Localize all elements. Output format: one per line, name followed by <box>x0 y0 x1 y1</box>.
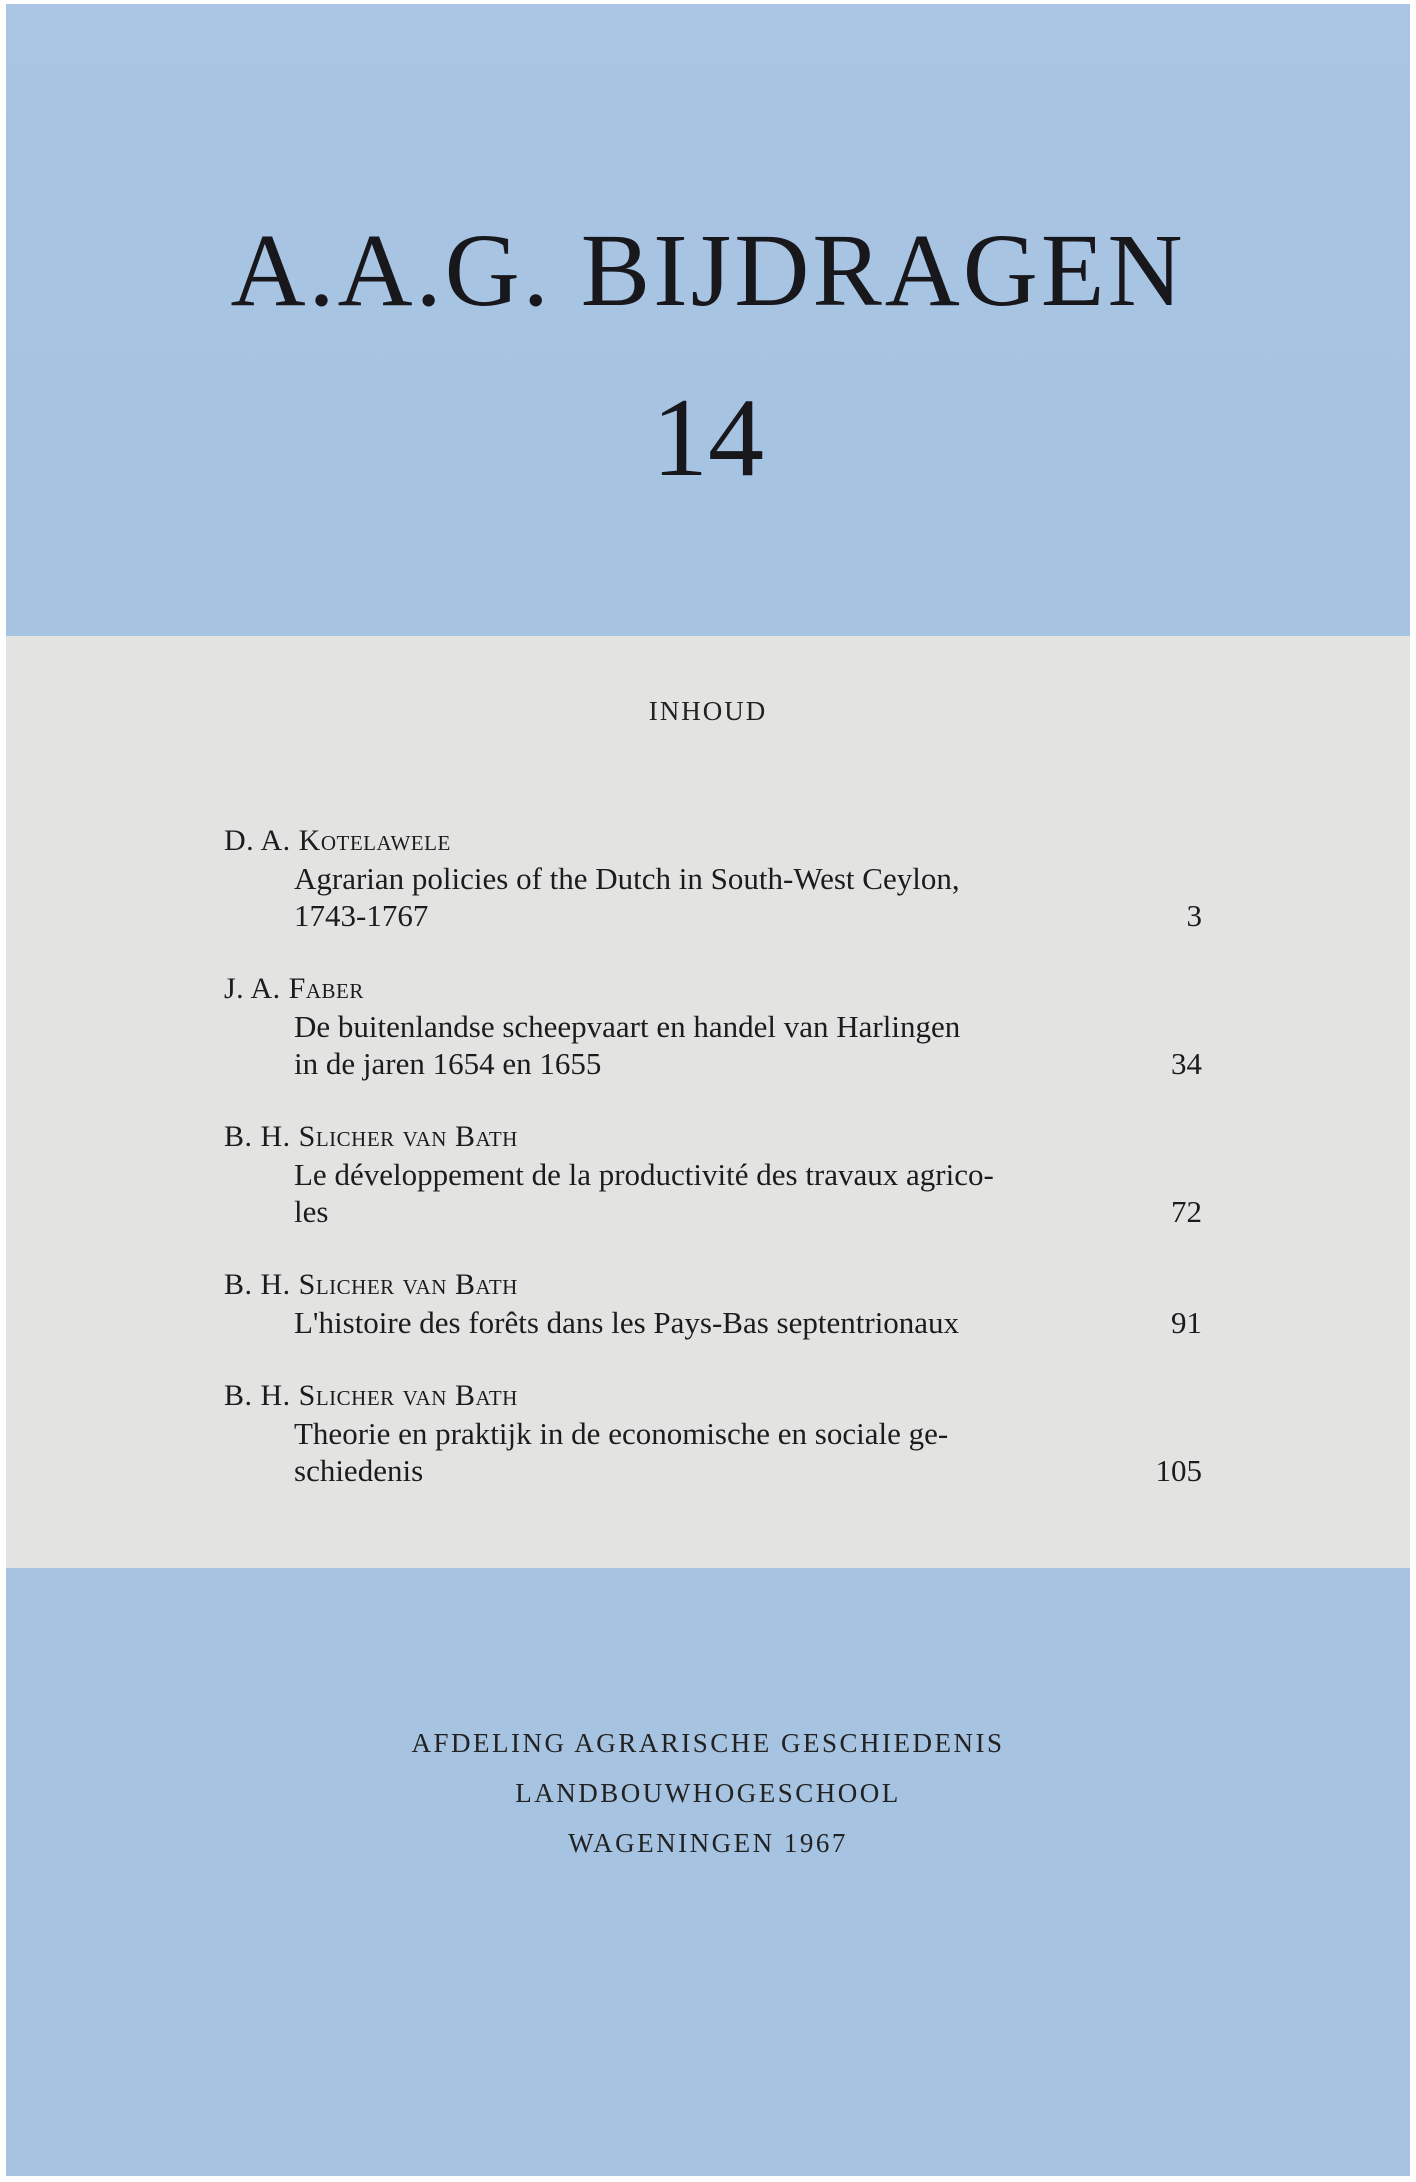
publisher-place-year: WAGENINGEN 1967 <box>568 1828 848 1858</box>
entry-title <box>224 860 1202 934</box>
top-blue-band <box>6 4 1410 634</box>
toc-entry <box>224 1266 1202 1341</box>
entry-page-number: 34 <box>1171 1046 1202 1081</box>
volume-number: 14 <box>652 376 764 500</box>
entry-title-line: in de jaren 1654 en 1655 <box>294 1046 602 1081</box>
toc-entry <box>224 822 1202 934</box>
cover-title: A.A.G. BIJDRAGEN <box>230 213 1186 328</box>
publisher-institution: LANDBOUWHOGESCHOOL <box>515 1778 901 1808</box>
entry-title-line: les <box>294 1194 329 1229</box>
toc-entry <box>224 1377 1202 1489</box>
bottom-blue-band <box>6 1568 1410 2176</box>
entry-title-line: Agrarian policies of the Dutch in South-West Ceylon, <box>294 861 960 896</box>
publisher-block <box>6 1718 1410 1868</box>
entry-author: J. A. Faber <box>224 972 364 1005</box>
entry-title <box>224 1008 1202 1082</box>
entry-page-number: 105 <box>1155 1453 1202 1488</box>
entry-title <box>224 1415 1202 1489</box>
entry-title-line: schiedenis <box>294 1453 424 1488</box>
contents-heading: INHOUD <box>648 696 768 726</box>
entry-page-number: 3 <box>1186 898 1202 933</box>
toc-entry <box>224 970 1202 1082</box>
table-of-contents <box>224 822 1202 1525</box>
publisher-department: AFDELING AGRARISCHE GESCHIEDENIS <box>411 1728 1005 1758</box>
entry-author: B. H. Slicher van Bath <box>224 1268 518 1301</box>
entry-title-line: Le développement de la productivité des travaux agrico- <box>294 1157 994 1192</box>
book-cover <box>6 4 1410 2176</box>
entry-title <box>224 1156 1202 1230</box>
entry-author: D. A. Kotelawele <box>224 824 451 857</box>
entry-title-line: De buitenlandse scheepvaart en handel van Harlingen <box>294 1009 961 1044</box>
toc-entry <box>224 1118 1202 1230</box>
contents-band <box>6 636 1410 1568</box>
entry-author: B. H. Slicher van Bath <box>224 1379 518 1412</box>
entry-page-number: 91 <box>1171 1305 1202 1340</box>
entry-title <box>224 1304 1202 1341</box>
entry-author: B. H. Slicher van Bath <box>224 1120 518 1153</box>
entry-title-line: Theorie en praktijk in de economische en sociale ge- <box>294 1416 949 1451</box>
entry-page-number: 72 <box>1171 1194 1202 1229</box>
entry-title-line: 1743-1767 <box>294 898 429 933</box>
entry-title-line: L'histoire des forêts dans les Pays-Bas septentrionaux <box>294 1305 960 1340</box>
